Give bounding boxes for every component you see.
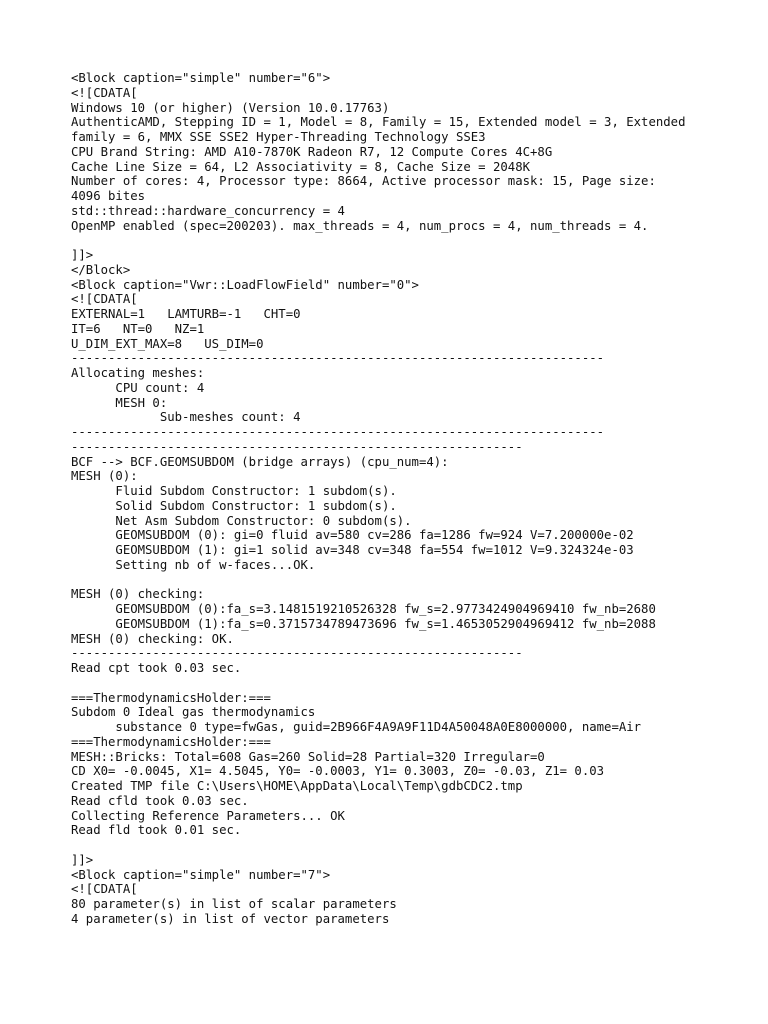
- log-line: GEOMSUBDOM (1):fa_s=0.3715734789473696 fw_s=1.4653052904969412 fw_nb=2088: [71, 616, 656, 631]
- log-line: GEOMSUBDOM (0): gi=0 fluid av=580 cv=286 fa=1286 fw=924 V=7.200000e-02: [71, 528, 634, 543]
- log-line: Cache Line Size = 64, L2 Associativity = 8, Cache Size = 2048K: [71, 159, 531, 174]
- log-line: 80 parameter(s) in list of scalar parameters: [71, 897, 397, 911]
- log-line: 4096 bites: [71, 189, 146, 203]
- log-line: GEOMSUBDOM (1): gi=1 solid av=348 cv=348 fa=554 fw=1012 V=9.324324e-03: [71, 543, 634, 557]
- log-line: CD X0= -0.0045, X1= 4.5045, Y0= -0.0003, Y1= 0.3003, Z0= -0.03, Z1= 0.03: [71, 764, 605, 779]
- log-line: std::thread::hardware_concurrency = 4: [71, 203, 345, 218]
- log-line: ------------------------------------------------------------------------: [71, 351, 605, 366]
- log-line: U_DIM_EXT_MAX=8 US_DIM=0: [71, 336, 264, 351]
- log-line: <![CDATA[: [71, 85, 138, 100]
- log-line: family = 6, MMX SSE SSE2 Hyper-Threading Technology SSE3: [71, 130, 486, 144]
- log-line: AuthenticAMD, Stepping ID = 1, Model = 8, Family = 15, Extended model = 3, Extended: [71, 115, 686, 130]
- log-line: EXTERNAL=1 LAMTURB=-1 CHT=0: [71, 307, 301, 321]
- log-line: MESH (0) checking: OK.: [71, 631, 234, 646]
- log-line: Read cpt took 0.03 sec.: [71, 661, 242, 675]
- log-line: substance 0 type=fwGas, guid=2B966F4A9A9F11D4A50048A0E8000000, name=Air: [71, 720, 642, 734]
- log-line: <Block caption="simple" number="6">: [71, 71, 331, 85]
- log-line: Number of cores: 4, Processor type: 8664, Active processor mask: 15, Page size:: [71, 174, 656, 189]
- log-line: MESH (0):: [71, 469, 138, 484]
- log-line: [71, 676, 731, 691]
- log-line: GEOMSUBDOM (0):fa_s=3.1481519210526328 fw_s=2.9773424904969410 fw_nb=2680: [71, 602, 656, 616]
- log-line: </Block>: [71, 262, 131, 277]
- log-line: ]]>: [71, 852, 94, 867]
- log-line: <![CDATA[: [71, 292, 138, 307]
- log-line: Windows 10 (or higher) (Version 10.0.17763): [71, 100, 390, 115]
- log-line: OpenMP enabled (spec=200203). max_threads = 4, num_procs = 4, num_threads = 4.: [71, 218, 649, 233]
- log-line: Collecting Reference Parameters... OK: [71, 808, 345, 823]
- log-line: CPU Brand String: AMD A10-7870K Radeon R7, 12 Compute Cores 4C+8G: [71, 144, 553, 159]
- log-line: CPU count: 4: [71, 380, 205, 395]
- log-line: BCF --> BCF.GEOMSUBDOM (bridge arrays) (cpu_num=4):: [71, 454, 449, 469]
- log-line: [71, 838, 731, 853]
- log-line: Sub-meshes count: 4: [71, 410, 301, 425]
- log-line: <Block caption="simple" number="7">: [71, 867, 331, 882]
- log-line: Setting nb of w-faces...OK.: [71, 557, 316, 572]
- log-line: [71, 573, 731, 588]
- log-line: -------------------------------------------------------------: [71, 439, 523, 454]
- log-line: IT=6 NT=0 NZ=1: [71, 321, 205, 336]
- log-line: ]]>: [71, 248, 94, 262]
- log-line: [71, 233, 731, 248]
- log-line: ===ThermodynamicsHolder:===: [71, 690, 271, 705]
- log-line: Read cfld took 0.03 sec.: [71, 793, 249, 808]
- log-line: <![CDATA[: [71, 882, 138, 897]
- log-line: Allocating meshes:: [71, 366, 205, 380]
- log-line: Net Asm Subdom Constructor: 0 subdom(s).: [71, 513, 412, 528]
- log-line: Read fld took 0.01 sec.: [71, 823, 242, 838]
- log-line: ===ThermodynamicsHolder:===: [71, 734, 271, 749]
- log-document: [71, 71, 731, 927]
- log-line: <Block caption="Vwr::LoadFlowField" number="0">: [71, 277, 419, 292]
- log-line: Subdom 0 Ideal gas thermodynamics: [71, 705, 316, 720]
- log-line: ------------------------------------------------------------------------: [71, 425, 605, 439]
- log-line: Fluid Subdom Constructor: 1 subdom(s).: [71, 484, 397, 498]
- log-line: MESH 0:: [71, 395, 168, 410]
- log-line: MESH::Bricks: Total=608 Gas=260 Solid=28 Partial=320 Irregular=0: [71, 749, 545, 764]
- log-line: Created TMP file C:\Users\HOME\AppData\Local\Temp\gdbCDC2.tmp: [71, 779, 523, 793]
- log-line: -------------------------------------------------------------: [71, 646, 523, 661]
- log-line: MESH (0) checking:: [71, 587, 205, 602]
- log-line: 4 parameter(s) in list of vector parameters: [71, 911, 390, 926]
- log-line: Solid Subdom Constructor: 1 subdom(s).: [71, 498, 397, 513]
